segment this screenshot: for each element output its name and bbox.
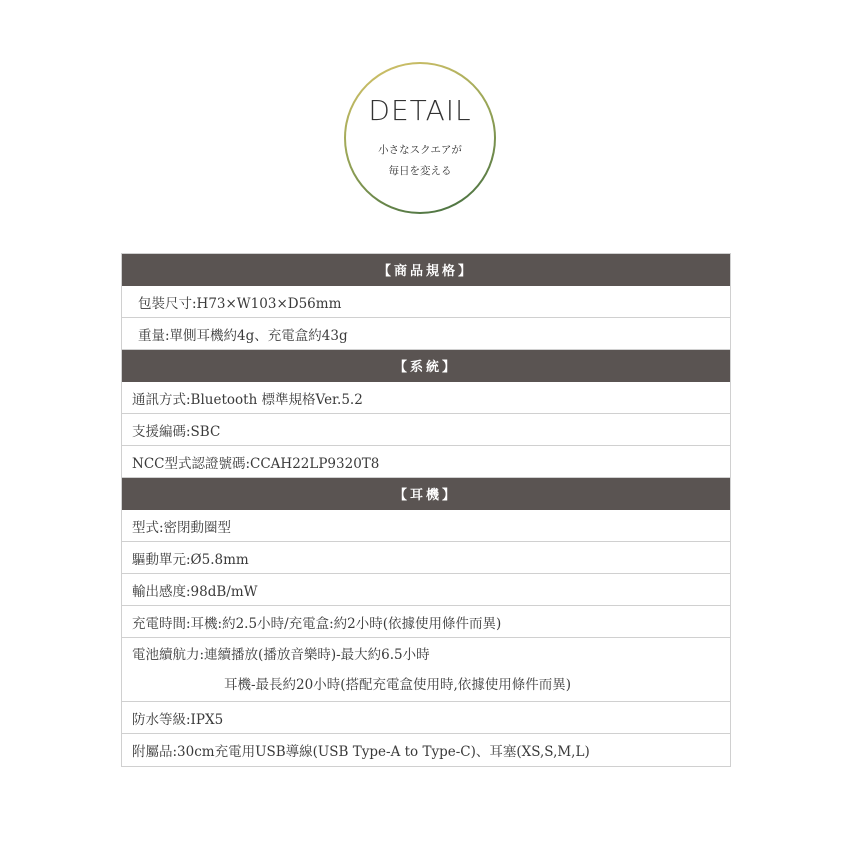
spec-row-ncc: NCC型式認證號碼:CCAH22LP9320T8 [122,446,730,478]
spec-row-communication: 通訊方式:Bluetooth 標準規格Ver.5.2 [122,382,730,414]
spec-row-waterproof: 防水等級:IPX5 [122,702,730,734]
spec-row-package-size: 包裝尺寸:H73×W103×D56mm [122,286,730,318]
spec-row-weight: 重量:單側耳機約4g、充電盒約43g [122,318,730,350]
spec-row-sensitivity: 輸出感度:98dB/mW [122,574,730,606]
spec-row-codec: 支援編碼:SBC [122,414,730,446]
spec-row-charging-time: 充電時間:耳機:約2.5小時/充電盒:約2小時(依據使用條件而異) [122,606,730,638]
spec-row-accessories: 附屬品:30cm充電用USB導線(USB Type-A to Type-C)、耳塞(XS,S,M,L) [132,744,590,760]
battery-life-line2: 耳機-最長約20小時(搭配充電盒使用時,依據使用條件而異) [224,676,572,693]
badge-title: DETAIL [368,94,472,127]
spec-row-battery-life [122,638,730,702]
battery-life-line1: 電池續航力:連續播放(播放音樂時)-最大約6.5小時 [132,646,430,663]
section-header-earphone: 【耳機】 [122,478,730,510]
badge-subtitle-line2: 毎日を変える [388,165,452,177]
spec-table [121,253,731,767]
badge-subtitle-line1: 小さなスクエアが [378,144,462,156]
spec-row-driver: 驅動單元:Ø5.8mm [122,542,730,574]
detail-badge [344,62,496,214]
spec-row-type: 型式:密閉動圈型 [122,510,730,542]
section-header-system: 【系統】 [122,350,730,382]
section-header-product-spec: 【商品規格】 [122,254,730,286]
